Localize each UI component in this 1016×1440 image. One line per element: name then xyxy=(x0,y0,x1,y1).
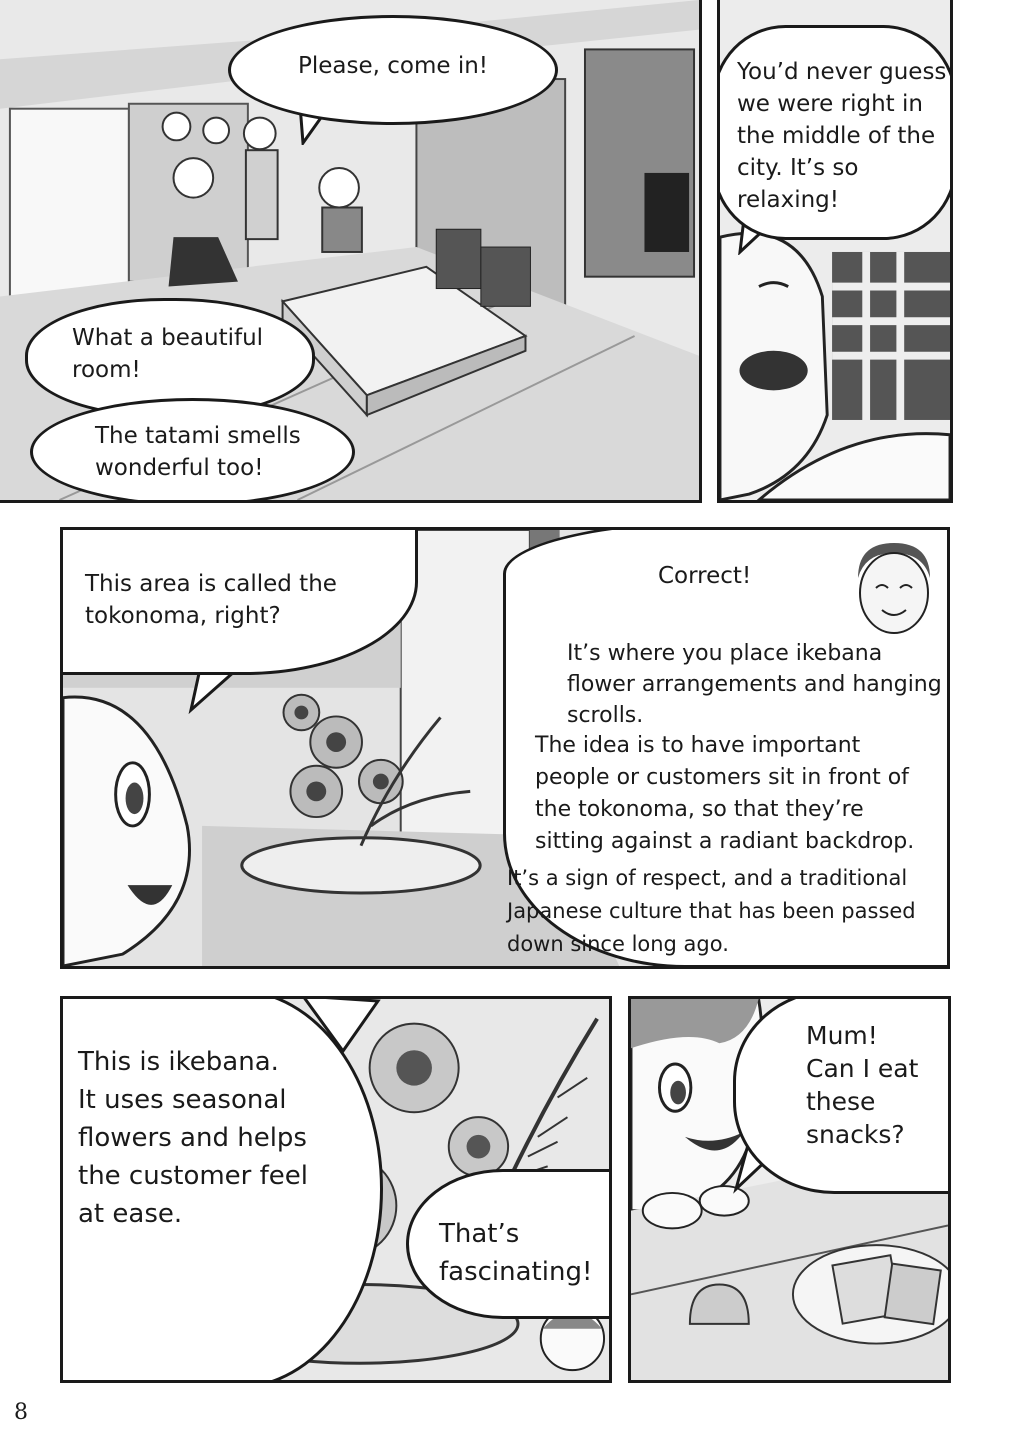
panel-tokonoma xyxy=(60,527,950,969)
grandmother-face xyxy=(848,538,940,638)
bubble-text-tatami: The tatami smells wonderful too! xyxy=(95,423,301,481)
bubble-text-snacks: Mum! Can I eat these snacks? xyxy=(806,1021,919,1149)
page-number: 8 xyxy=(14,1400,28,1425)
bubble-text-correct: Correct! xyxy=(658,563,752,589)
panel-snacks xyxy=(628,996,951,1383)
bubble-text-explain-2: The idea is to have important people or customers sit in front of the tokonoma, so that they’re sitting against a radiant backdrop. xyxy=(535,733,915,854)
panel-ikebana xyxy=(60,996,612,1383)
bubble-text-ikebana: This is ikebana. It uses seasonal flowers and helps the customer feel at ease. xyxy=(78,1047,309,1229)
panel-room xyxy=(0,0,702,503)
bubble-text-city: You’d never guess we were right in the middle of the city. It’s so relaxing! xyxy=(737,59,947,213)
bubble-text-question: This area is called the tokonoma, right? xyxy=(85,571,337,629)
bubble-text-fascinating: That’s fascinating! xyxy=(439,1219,593,1287)
panel-relax xyxy=(717,0,953,503)
bubble-text-explain-1: It’s where you place ikebana flower arrangements and hanging scrolls. xyxy=(567,641,942,728)
bubble-text-welcome: Please, come in! xyxy=(298,53,489,79)
bubble-text-room: What a beautiful room! xyxy=(72,325,264,383)
bubble-text-explain-3: It’s a sign of respect, and a traditional Japanese culture that has been passed down since long ago. xyxy=(507,866,916,956)
